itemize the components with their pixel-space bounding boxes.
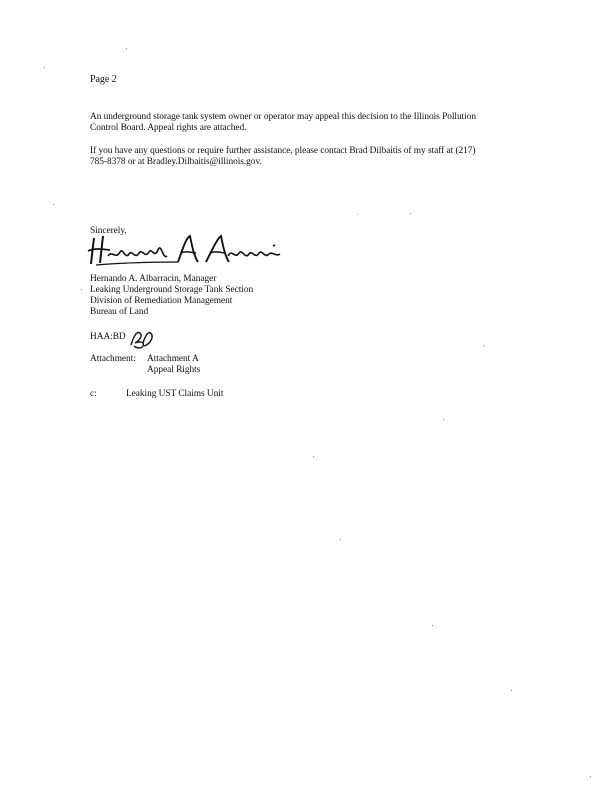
handwritten-signature: [86, 232, 282, 268]
appeal-line-1: An underground storage tank system owner or operator may appeal this decision to the Illinois Pollution: [90, 112, 477, 122]
contact-line-2: 785-8378 or at Bradley.Dilbaitis@illinois.gov.: [90, 157, 262, 167]
initials-scribble: [128, 327, 154, 349]
attachment-label: Attachment:: [90, 354, 136, 364]
signer-bureau: Bureau of Land: [90, 307, 149, 317]
scan-speck: [357, 214, 358, 215]
scan-speck: [53, 204, 54, 205]
signer-division: Division of Remediation Management: [90, 296, 233, 306]
attachment-item: Attachment A: [147, 354, 199, 364]
cc-label: c:: [90, 389, 97, 399]
scan-speck: [590, 776, 591, 777]
scan-speck: [443, 419, 444, 420]
signer-section: Leaking Underground Storage Tank Section: [90, 285, 254, 295]
scan-speck: [81, 289, 82, 290]
scan-speck: [410, 213, 411, 214]
closing-salutation: Sincerely,: [90, 226, 127, 236]
cc-recipient: Leaking UST Claims Unit: [126, 389, 224, 399]
reference-initials: HAA:BD: [90, 332, 126, 342]
scan-speck: [511, 690, 512, 691]
signer-block: [90, 274, 253, 318]
appeal-paragraph: [90, 112, 476, 134]
attachment-list: [147, 354, 200, 376]
contact-line-1: If you have any questions or require further assistance, please contact Brad Dilbaitis of my staff at (217): [90, 146, 476, 156]
scan-speck: [340, 539, 341, 540]
appeal-line-2: Control Board. Appeal rights are attached.: [90, 123, 247, 133]
scan-speck: [313, 456, 314, 457]
contact-paragraph: [90, 146, 476, 168]
attachment-item: Appeal Rights: [147, 365, 201, 375]
scan-speck: [432, 625, 433, 626]
scan-speck: [483, 345, 484, 346]
page-number: Page 2: [90, 74, 117, 85]
signer-name: Hernando A. Albarracin, Manager: [90, 274, 217, 284]
scan-speck: [126, 48, 127, 49]
scan-speck: [44, 67, 45, 68]
